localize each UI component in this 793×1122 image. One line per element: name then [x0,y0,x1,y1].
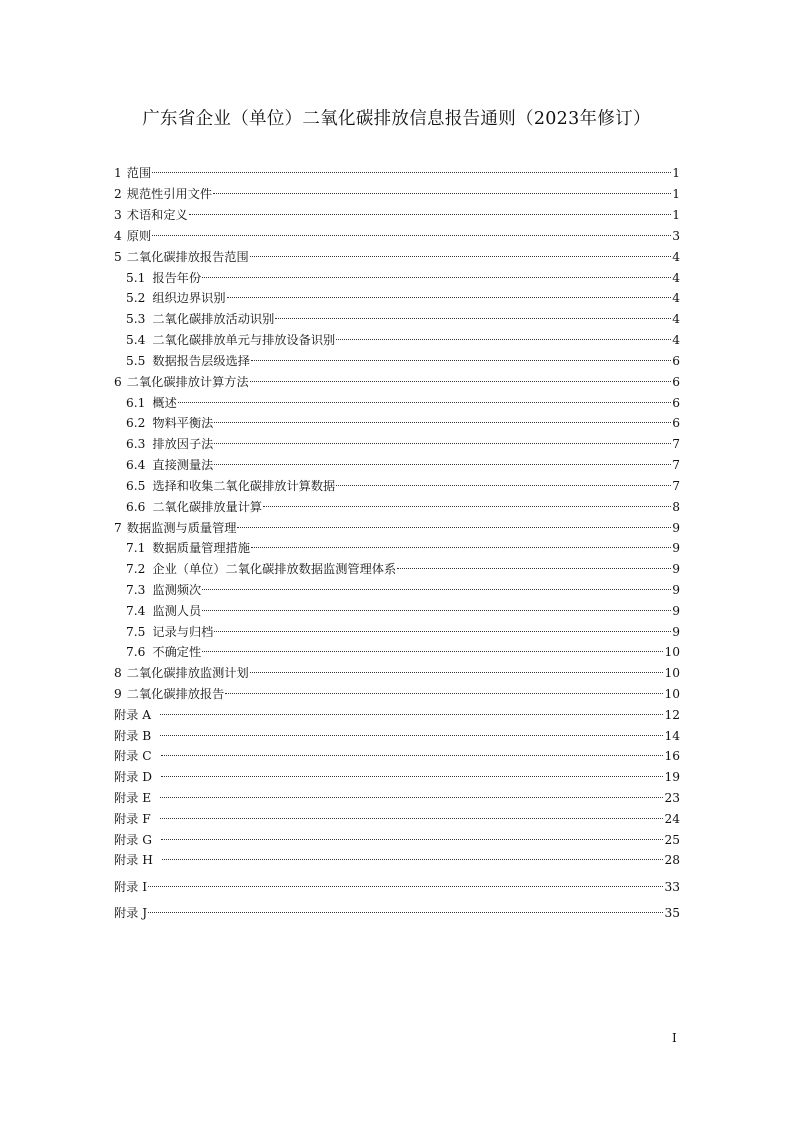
toc-entry[interactable] [126,269,680,287]
toc-entry-number: 5.3 [126,312,146,326]
toc-entry[interactable] [126,539,680,557]
toc-dot-leader [148,912,663,913]
toc-entry-page: 4 [672,312,680,326]
toc-entry[interactable] [114,768,680,786]
toc-entry[interactable] [126,643,680,661]
toc-entry-number: 5.1 [126,271,146,285]
toc-entry-title: 附录 C [114,749,152,763]
toc-entry[interactable] [114,164,680,182]
toc-entry-title: 直接测量法 [152,458,214,472]
toc-dot-leader [162,859,664,860]
toc-entry-title: 监测人员 [152,604,202,618]
toc-entry-page: 1 [672,187,680,201]
toc-entry-title: 选择和收集二氧化碳排放计算数据 [152,479,336,493]
toc-entry-number: 6.5 [126,479,146,493]
toc-entry-title: 附录 E [114,791,152,805]
toc-entry-title: 组织边界识别 [152,291,226,305]
toc-entry-number: 7.2 [126,562,146,576]
toc-entry-title: 数据监测与质量管理 [126,521,237,535]
toc-dot-leader [251,547,671,548]
toc-dot-leader [213,193,671,194]
toc-entry-number: 5.4 [126,333,146,347]
toc-entry[interactable] [114,904,680,922]
toc-entry-title: 物料平衡法 [152,416,214,430]
toc-dot-leader [161,755,664,756]
toc-dot-leader [250,381,672,382]
toc-entry-number: 8 [114,666,122,680]
toc-entry[interactable] [114,878,680,896]
toc-entry-number: 7.1 [126,541,146,555]
toc-entry-title: 二氧化碳排放监测计划 [126,666,249,680]
toc-entry-number: 1 [114,166,122,180]
toc-entry[interactable] [126,602,680,620]
toc-dot-leader [160,818,664,819]
toc-entry-page: 9 [672,521,680,535]
toc-entry-number: 6.6 [126,500,146,514]
toc-entry-page: 4 [672,333,680,347]
toc-entry-number: 6.3 [126,437,146,451]
toc-entry-page: 10 [664,666,680,680]
toc-entry-number: 7 [114,521,122,535]
toc-entry-title: 附录 J [114,906,148,920]
toc-dot-leader [160,714,663,715]
toc-entry[interactable] [114,685,680,703]
toc-entry-page: 9 [672,541,680,555]
toc-entry[interactable] [114,227,680,245]
toc-entry-title: 附录 G [114,833,152,847]
toc-dot-leader [160,735,663,736]
toc-entry-page: 12 [664,708,680,722]
toc-dot-leader [161,839,663,840]
toc-dot-leader [250,256,672,257]
toc-entry-page: 9 [672,562,680,576]
toc-entry-title: 二氧化碳排放报告范围 [126,250,249,264]
toc-entry-title: 二氧化碳排放报告 [126,687,225,701]
toc-entry-page: 4 [672,271,680,285]
toc-entry-title: 记录与归档 [152,625,214,639]
toc-entry-page: 9 [672,625,680,639]
toc-entry[interactable] [114,810,680,828]
toc-dot-leader [263,506,671,507]
toc-dot-leader [178,402,671,403]
toc-entry-title: 附录 H [114,853,153,867]
toc-entry[interactable] [114,373,680,391]
toc-dot-leader [237,527,671,528]
toc-entry-page: 6 [672,354,680,368]
toc-dot-leader [202,651,663,652]
toc-entry-page: 9 [672,583,680,597]
toc-entry-page: 3 [672,229,680,243]
page-number: I [672,1031,677,1045]
toc-entry-page: 4 [672,291,680,305]
toc-entry[interactable] [126,498,680,516]
toc-entry-number: 7.5 [126,625,146,639]
toc-entry[interactable] [114,747,680,765]
toc-entry-title: 附录 F [114,812,151,826]
toc-entry[interactable] [126,456,680,474]
toc-entry-page: 4 [672,250,680,264]
toc-dot-leader [214,631,671,632]
toc-entry-page: 7 [672,437,680,451]
toc-entry[interactable] [126,394,680,412]
toc-entry-page: 1 [672,208,680,222]
toc-entry-number: 3 [114,208,122,222]
toc-entry[interactable] [126,310,680,328]
toc-entry-title: 排放因子法 [152,437,214,451]
toc-entry-number: 6.1 [126,396,146,410]
toc-entry-title: 二氧化碳排放计算方法 [126,375,249,389]
toc-dot-leader [214,464,671,465]
toc-entry-page: 28 [664,853,680,867]
toc-entry-number: 4 [114,229,122,243]
page-title: 广东省企业（单位）二氧化碳排放信息报告通则（2023年修订） [142,109,651,129]
toc-entry[interactable] [126,623,680,641]
toc-entry-title: 二氧化碳排放单元与排放设备识别 [152,333,336,347]
toc-dot-leader [251,360,671,361]
toc-entry-title: 数据报告层级选择 [152,354,250,368]
toc-entry-number: 6.2 [126,416,146,430]
toc-entry[interactable] [126,331,680,349]
toc-entry-page: 14 [664,729,680,743]
toc-dot-leader [275,318,671,319]
toc-dot-leader [148,886,663,887]
toc-entry-number: 5 [114,250,122,264]
toc-dot-leader [189,214,672,215]
toc-entry[interactable] [114,851,680,869]
toc-entry-number: 6.4 [126,458,146,472]
toc-dot-leader [161,776,663,777]
toc-dot-leader [214,443,671,444]
toc-dot-leader [160,797,663,798]
toc-entry-page: 6 [672,396,680,410]
toc-entry[interactable] [114,185,680,203]
toc-entry-title: 附录 D [114,770,153,784]
toc-entry-title: 二氧化碳排放活动识别 [152,312,275,326]
toc-entry[interactable] [126,477,680,495]
toc-entry-number: 7.3 [126,583,146,597]
toc-entry[interactable] [114,664,680,682]
toc-dot-leader [202,277,671,278]
toc-entry-title: 企业（单位）二氧化碳排放数据监测管理体系 [152,562,397,576]
toc-dot-leader [152,172,671,173]
toc-entry[interactable] [114,727,680,745]
toc-entry-page: 7 [672,458,680,472]
toc-entry[interactable] [126,581,680,599]
toc-entry-page: 25 [664,833,680,847]
toc-entry-title: 范围 [126,166,152,180]
toc-entry-page: 33 [664,880,680,894]
toc-entry-page: 23 [664,791,680,805]
toc-dot-leader [202,589,671,590]
toc-entry-number: 7.6 [126,645,146,659]
toc-entry-title: 数据质量管理措施 [152,541,250,555]
toc-entry[interactable] [126,435,680,453]
toc-dot-leader [336,485,671,486]
toc-dot-leader [214,422,671,423]
toc-dot-leader [250,672,664,673]
toc-entry-title: 附录 I [114,880,148,894]
toc-entry-number: 9 [114,687,122,701]
toc-entry[interactable] [126,352,680,370]
toc-entry-number: 5.2 [126,291,146,305]
toc-entry-page: 8 [672,500,680,514]
toc-entry-title: 原则 [126,229,152,243]
toc-entry-title: 术语和定义 [126,208,188,222]
toc-entry-number: 5.5 [126,354,146,368]
toc-entry[interactable] [114,706,680,724]
toc-entry-number: 6 [114,375,122,389]
toc-dot-leader [336,339,671,340]
toc-dot-leader [202,610,671,611]
toc-entry-title: 报告年份 [152,271,202,285]
toc-entry[interactable] [114,248,680,266]
toc-entry-title: 概述 [152,396,177,410]
toc-entry-page: 16 [664,749,680,763]
toc-entry-title: 附录 A [114,708,152,722]
toc-entry-title: 监测频次 [152,583,202,597]
toc-entry-number: 7.4 [126,604,146,618]
toc-entry-page: 10 [664,687,680,701]
toc-entry-page: 6 [672,416,680,430]
toc-entry-title: 规范性引用文件 [126,187,213,201]
toc-entry-page: 10 [664,645,680,659]
toc-entry[interactable] [114,789,680,807]
toc-entry[interactable] [114,519,680,537]
toc-entry[interactable] [126,560,680,578]
toc-entry-page: 19 [664,770,680,784]
toc-entry-title: 附录 B [114,729,152,743]
toc-entry-number: 2 [114,187,122,201]
toc-entry[interactable] [126,414,680,432]
toc-dot-leader [227,297,672,298]
toc-entry[interactable] [126,289,680,307]
toc-dot-leader [397,568,671,569]
toc-entry-page: 9 [672,604,680,618]
toc-entry-page: 35 [664,906,680,920]
toc-entry-page: 6 [672,375,680,389]
toc-dot-leader [225,693,663,694]
toc-entry[interactable] [114,831,680,849]
toc-entry-page: 7 [672,479,680,493]
toc-entry[interactable] [114,206,680,224]
toc-dot-leader [152,235,671,236]
toc-entry-page: 1 [672,166,680,180]
toc-entry-title: 不确定性 [152,645,202,659]
toc-entry-title: 二氧化碳排放量计算 [152,500,263,514]
toc-entry-page: 24 [664,812,680,826]
